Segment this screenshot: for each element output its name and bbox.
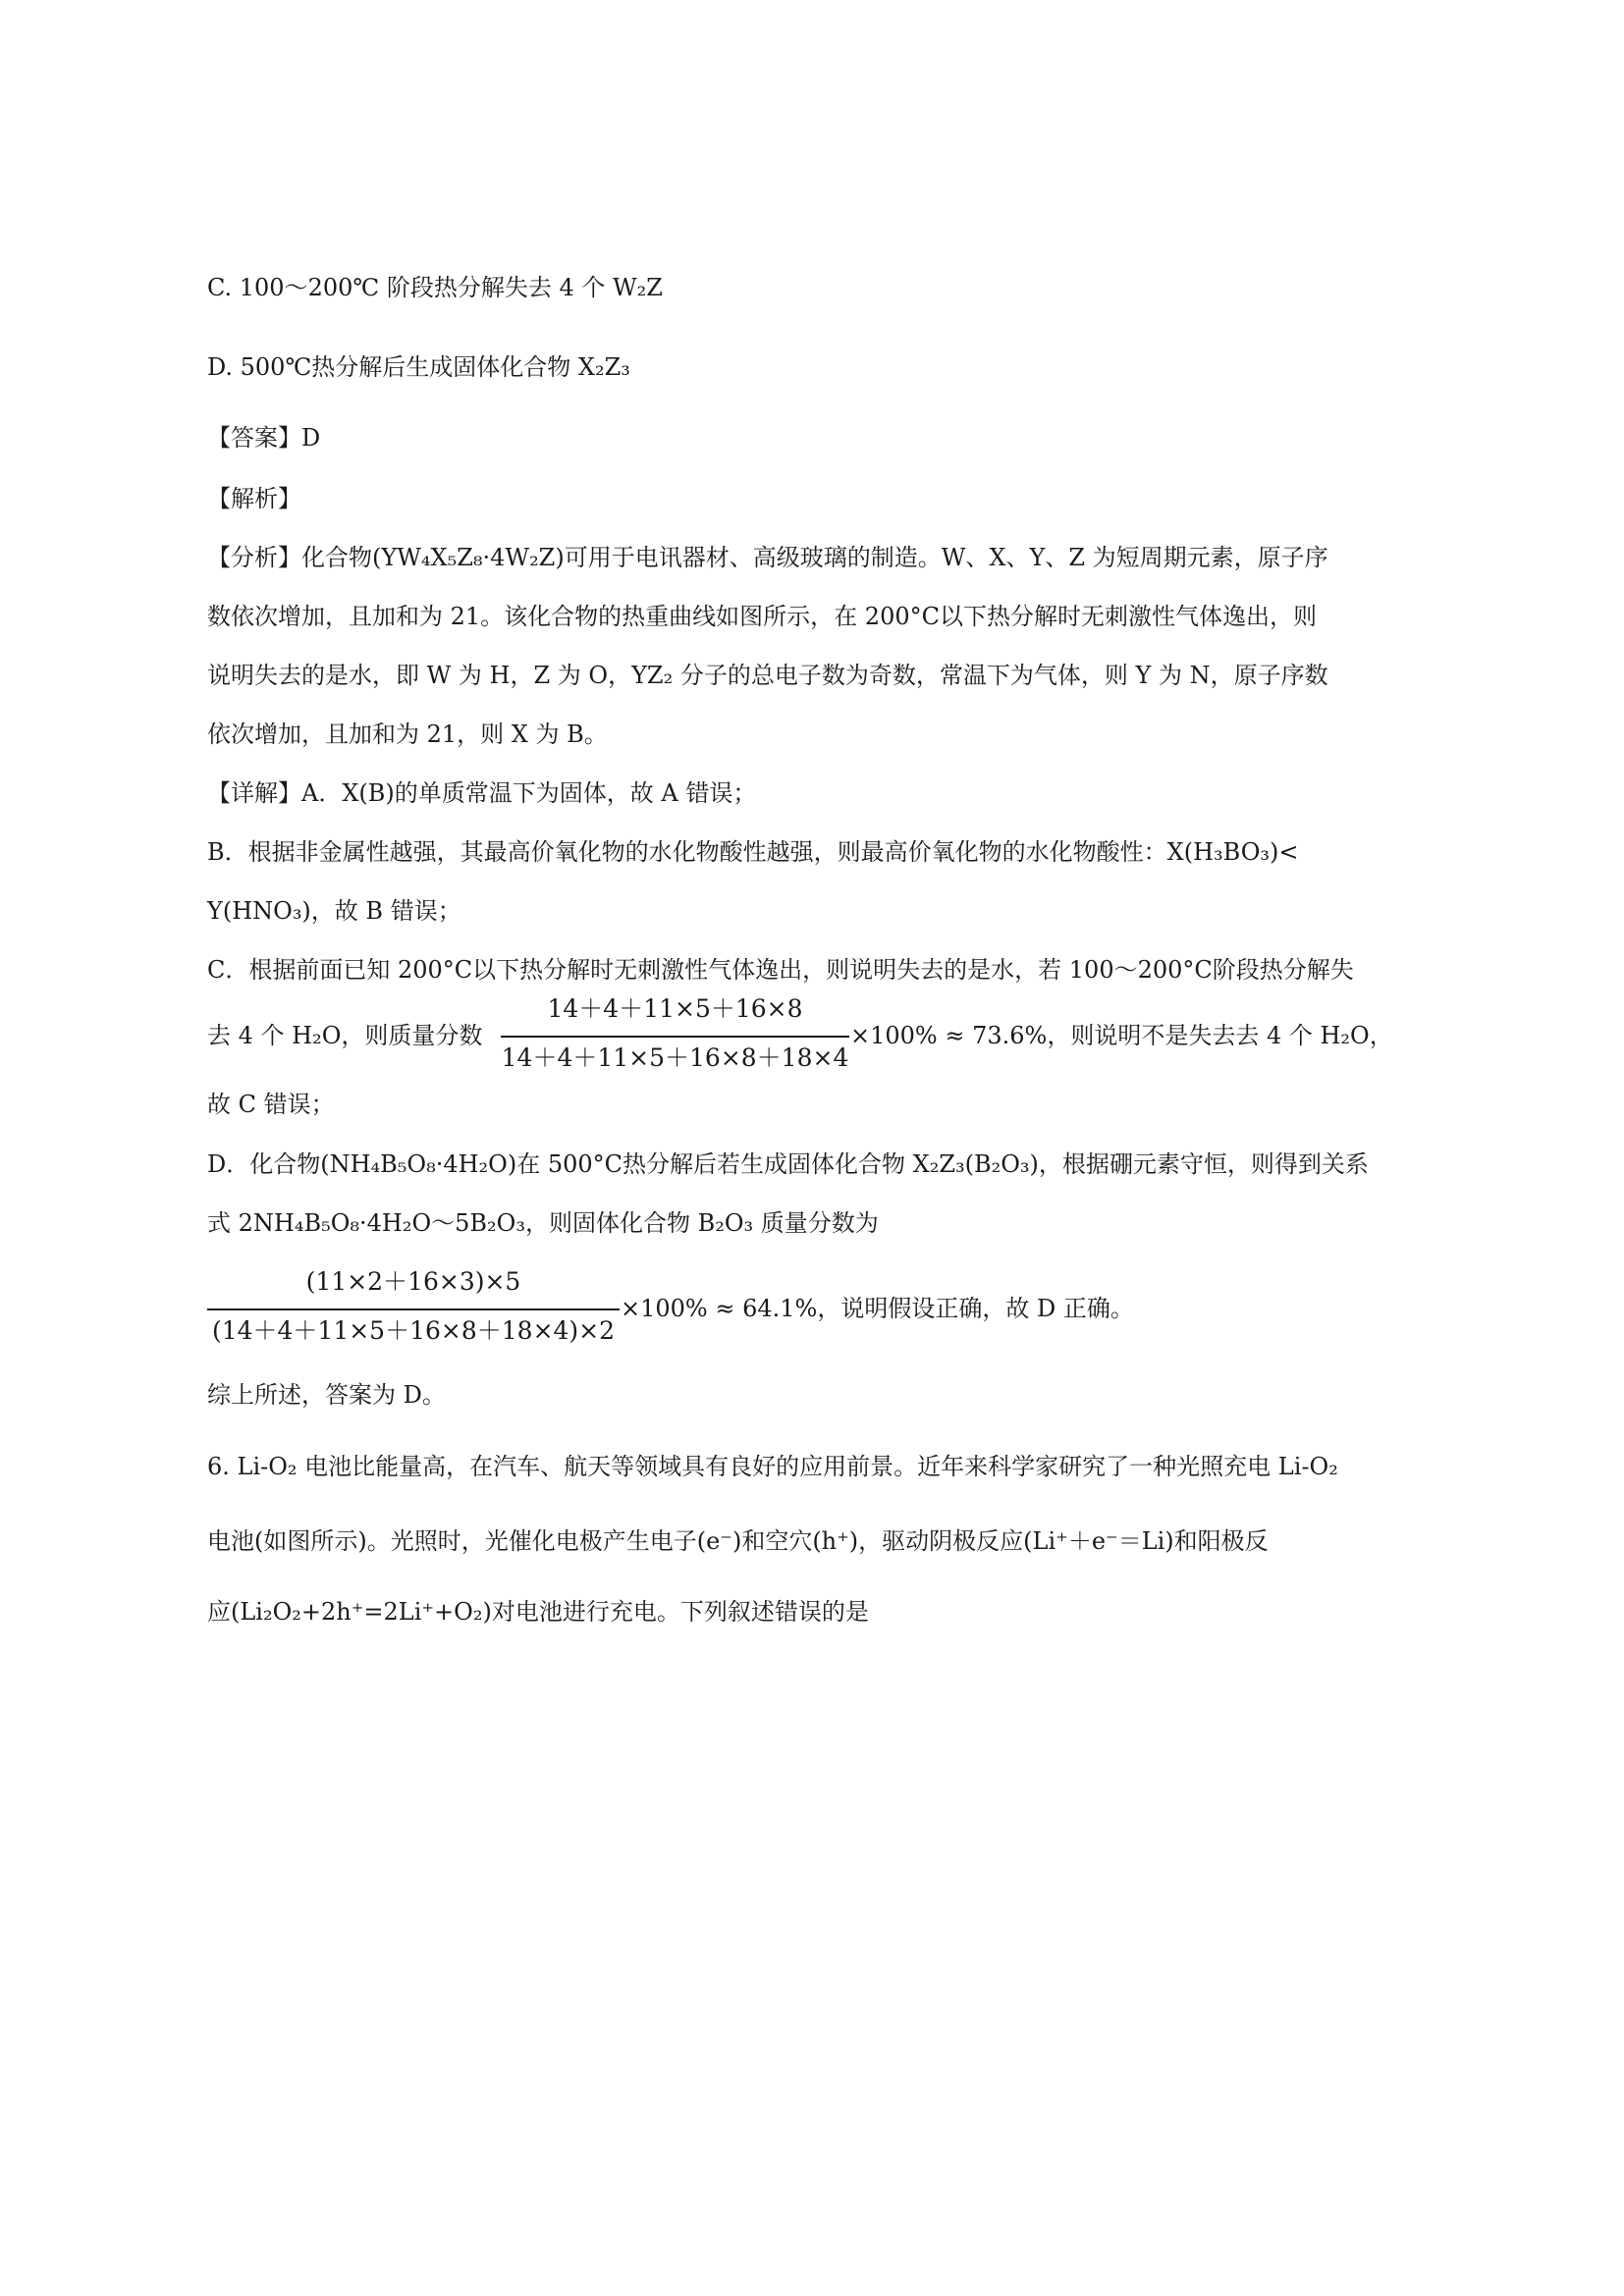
- analysis-line-3: 说明失去的是水，即 W 为 H，Z 为 O，YZ₂ 分子的总电子数为奇数，常温下为气体，则 Y 为 N，原子序数: [207, 662, 1328, 689]
- d-fraction-bar: [207, 1308, 620, 1310]
- question-6-line-2: 电池(如图所示)。光照时，光催化电极产生电子(e⁻)和空穴(h⁺)，驱动阴极反应(Li⁺＋e⁻＝Li)和阳极反: [207, 1527, 1269, 1555]
- detail-c-line-2-prefix: 去 4 个 H₂O，则质量分数: [207, 1022, 483, 1049]
- summary-line: 综上所述，答案为 D。: [207, 1381, 446, 1409]
- answer-line: 【答案】D: [207, 424, 321, 452]
- c-fraction-denominator: 14＋4＋11×5＋16×8＋18×4: [501, 1043, 849, 1072]
- d-fraction-numerator: (11×2＋16×3)×5: [305, 1267, 521, 1296]
- analysis-line-2: 数依次增加，且加和为 21。该化合物的热重曲线如图所示，在 200°C以下热分解时无刺激性气体逸出，则: [207, 603, 1317, 630]
- detail-c-line-2-suffix: ×100% ≈ 73.6%，则说明不是失去去 4 个 H₂O，: [850, 1022, 1393, 1049]
- question-6-line-3: 应(Li₂O₂+2h⁺=2Li⁺+O₂)对电池进行充电。下列叙述错误的是: [207, 1598, 869, 1626]
- d-fraction-denominator: (14＋4＋11×5＋16×8＋18×4)×2: [211, 1316, 616, 1345]
- detail-c-line-3: 故 C 错误；: [207, 1091, 335, 1118]
- detail-d-line-1: D．化合物(NH₄B₅O₈·4H₂O)在 500°C热分解后若生成固体化合物 X₂Z₃(B₂O₃)，根据硼元素守恒，则得到关系: [207, 1150, 1369, 1178]
- detail-d-line-2: 式 2NH₄B₅O₈·4H₂O～5B₂O₃，则固体化合物 B₂O₃ 质量分数为: [207, 1209, 879, 1237]
- detail-d-line-3-suffix: ×100% ≈ 64.1%，说明假设正确，故 D 正确。: [621, 1295, 1134, 1322]
- option-d: D. 500℃热分解后生成固体化合物 X₂Z₃: [207, 353, 630, 381]
- detail-b-line-2: Y(HNO₃)，故 B 错误；: [207, 897, 461, 925]
- analysis-header: 【解析】: [207, 485, 301, 512]
- detail-c-line-1: C．根据前面已知 200°C以下热分解时无刺激性气体逸出，则说明失去的是水，若 100～200°C阶段热分解失: [207, 956, 1354, 984]
- detail-b-line-1: B．根据非金属性越强，其最高价氧化物的水化物酸性越强，则最高价氧化物的水化物酸性：X(H₃BO₃)<: [207, 838, 1299, 866]
- c-fraction-numerator: 14＋4＋11×5＋16×8: [547, 994, 803, 1023]
- c-fraction-bar: [501, 1036, 849, 1038]
- question-6-line-1: 6. Li-O₂ 电池比能量高，在汽车、航天等领域具有良好的应用前景。近年来科学家研究了一种光照充电 Li-O₂: [207, 1453, 1338, 1480]
- analysis-line-4: 依次增加，且加和为 21，则 X 为 B。: [207, 721, 608, 748]
- analysis-line-1: 【分析】化合物(YW₄X₅Z₈·4W₂Z)可用于电讯器材、高级玻璃的制造。W、X、Y、Z 为短周期元素，原子序: [207, 544, 1328, 571]
- detail-a: 【详解】A．X(B)的单质常温下为固体，故 A 错误；: [207, 779, 757, 807]
- option-c: C. 100～200℃ 阶段热分解失去 4 个 W₂Z: [207, 274, 663, 301]
